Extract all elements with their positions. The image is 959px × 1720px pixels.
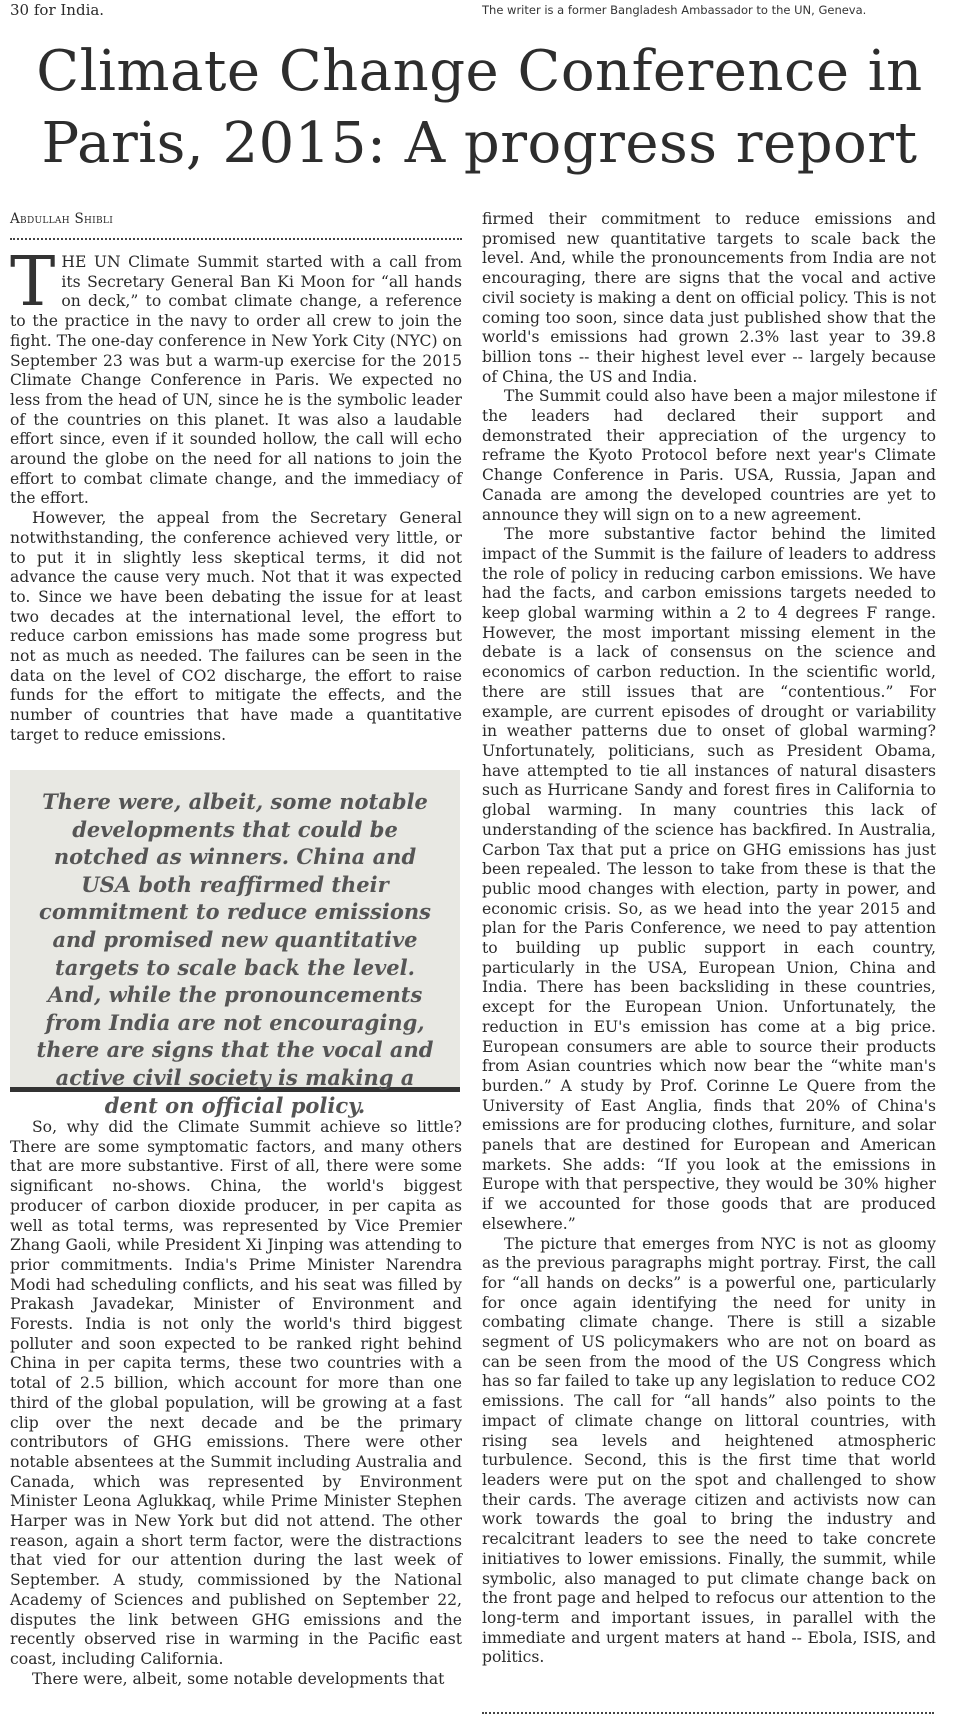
right-column bbox=[482, 210, 936, 1668]
headline-line-1: Climate Change Conference in bbox=[36, 39, 923, 104]
article-headline bbox=[0, 36, 959, 180]
paragraph-4: There were, albeit, some notable developments that bbox=[32, 1669, 445, 1688]
previous-article-tail: 30 for India. bbox=[10, 1, 105, 19]
previous-article-author-note: The writer is a former Bangladesh Ambassador to the UN, Geneva. bbox=[482, 3, 867, 17]
byline: Abdullah Shibli bbox=[10, 211, 114, 227]
paragraph-1 bbox=[10, 243, 462, 509]
end-divider bbox=[482, 1712, 934, 1714]
paragraph-picture-from-nyc: The picture that emerges from NYC is not as gloomy as the previous paragraphs might portray. First, the call for “all hands on decks” is a powerful one, particularly for once again identifying the need for unity in combating climate change. There is still a sizable segment of US policymakers who are not on board as can be seen from the mood of the US Congress which has so far failed to take up any legislation to reduce CO2 emissions. The call for “all hands” also points to the impact of climate change on littoral countries, with rising sea levels and heightened atmospheric turbulence. Second, this is the first time that world leaders were put on the spot and challenged to show their cards. The average citizen and activists now can work towards the goal to bring the industry and recalcitrant leaders to see the need to take concrete initiatives to lower emissions. Finally, the summit, while symbolic, also managed to put climate change back on the front page and helped to refocus our attention to the long-term and important issues, in parallel with the immediate and urgent maters at hand -- Ebola, ISIS, and politics. bbox=[482, 1234, 936, 1667]
paragraph-1-text: HE UN Climate Summit started with a call from its Secretary General Ban Ki Moon for “all hands on deck,” to combat climate change, a reference to the practice in the navy to order all crew to join the fight. The one-day conference in New York City (NYC) on September 23 was but a warm-up exercise for the 2015 Climate Change Conference in Paris. We expected no less from the head of UN, since he is the symbolic leader of the countries on this planet. It was also a laudable effort since, even if it sounded hollow, the call will echo around the globe on the need for all nations to join the effort to combat climate change, and the immediacy of the effort. bbox=[10, 253, 462, 508]
byline-divider bbox=[10, 238, 462, 240]
top-strip bbox=[0, 0, 959, 22]
left-column-top bbox=[10, 243, 462, 746]
left-column-bottom bbox=[10, 1118, 462, 1689]
paragraph-substantive-factor: The more substantive factor behind the limited impact of the Summit is the failure of leaders to address the role of policy in reducing carbon emissions. We have had the facts, and carbon emissions targets needed to keep global warming within a 2 to 4 degrees F range. However, the most important missing element in the debate is a lack of consensus on the science and economics of carbon reduction. In the scientific world, there are still issues that are “contentious.” For example, are current episodes of drought or variability in weather patterns due to onset of global warming? Unfortunately, politicians, such as President Obama, have attempted to tie all instances of natural disasters such as Hurricane Sandy and forest fires in California to global warming. In many countries this lack of understanding of the science has backfired. In Australia, Carbon Tax that put a price on GHG emissions has just been repealed. The lesson to take from these is that the public mood changes with election, party in power, and economic crisis. So, as we head into the year 2015 and plan for the Paris Conference, we need to pay attention to building up public support in each country, particularly in the USA, European Union, China and India. There has been backsliding in these countries, except for the European Union. Unfortunately, the reduction in EU's emission has come at a big price. European consumers are able to source their products from Asian countries which now bear the “white man's burden.” A study by Prof. Corinne Le Quere from the University of East Anglia, finds that 20% of China's emissions are for producing clothes, furniture, and solar panels that are destined for European and American markets. She adds: “If you look at the emissions in Europe with that perspective, they would be 30% higher if we accounted for those goods that are produced elsewhere.” bbox=[482, 525, 936, 1233]
paragraph-3: So, why did the Climate Summit achieve so little? There are some symptomatic factors, and many others that are more substantive. First of all, there were some significant no-shows. China, the world's biggest producer of carbon dioxide producer, in per capita as well as total terms, was represented by Vice Premier Zhang Gaoli, while President Xi Jinping was attending to prior commitments. India's Prime Minister Narendra Modi had scheduling conflicts, and his seat was filled by Prakash Javadekar, Minister of Environment and Forests. India is not only the world's third biggest polluter and soon expected to be ranked right behind China in per capita terms, these two countries with a total of 2.5 billion, which account for more than one third of the global population, will be growing at a fast clip over the next decade and be the primary contributors of GHG emissions. There were other notable absentees at the Summit including Australia and Canada, which was represented by Environment Minister Leona Aglukkaq, while Prime Minister Stephen Harper was in New York but did not attend. The other reason, again a short term factor, were the distractions that vied for our attention during the last week of September. A study, commissioned by the National Academy of Sciences and published on September 22, disputes the link between GHG emissions and the recently observed rise in warming in the Pacific east coast, including California. bbox=[10, 1118, 462, 1668]
paragraph-summit-milestone: The Summit could also have been a major milestone if the leaders had declared their support and demonstrated their appreciation of the urgency to reframe the Kyoto Protocol before next year's Climate Change Conference in Paris. USA, Russia, Japan and Canada are among the developed countries are yet to announce they will sign on to a new agreement. bbox=[482, 387, 936, 524]
paragraph-continued: firmed their commitment to reduce emissions and promised new quantitative targets to scale back the level. And, while the pronouncements from India are not encouraging, there are signs that the vocal and active civil society is making a dent on official policy. This is not coming too soon, since data just published show that the world's emissions had grown 2.3% last year to 39.8 billion tons -- their highest level ever -- largely because of China, the US and India. bbox=[482, 210, 936, 386]
pull-quote: There were, albeit, some notable developments that could be notched as winners. China and USA both reaffirmed their commitment to reduce emissions and promised new quantitative targets to scale back the level. And, while the pronouncements from India are not encouraging, there are signs that the vocal and active civil society is making a dent on official policy. bbox=[10, 770, 460, 1092]
paragraph-2: However, the appeal from the Secretary General notwithstanding, the conference achieved very little, or to put it in slightly less skeptical terms, it did not advance the cause very much. Not that it was expected to. Since we have been debating the issue for at least two decades at the international level, the effort to reduce carbon emissions has made some progress but not as much as needed. The failures can be seen in the data on the level of CO2 discharge, the effort to raise funds for the effort to mitigate the effects, and the number of countries that have made a quantitative target to reduce emissions. bbox=[10, 509, 462, 744]
headline-line-2: Paris, 2015: A progress report bbox=[41, 111, 918, 176]
drop-cap: T bbox=[10, 243, 56, 322]
